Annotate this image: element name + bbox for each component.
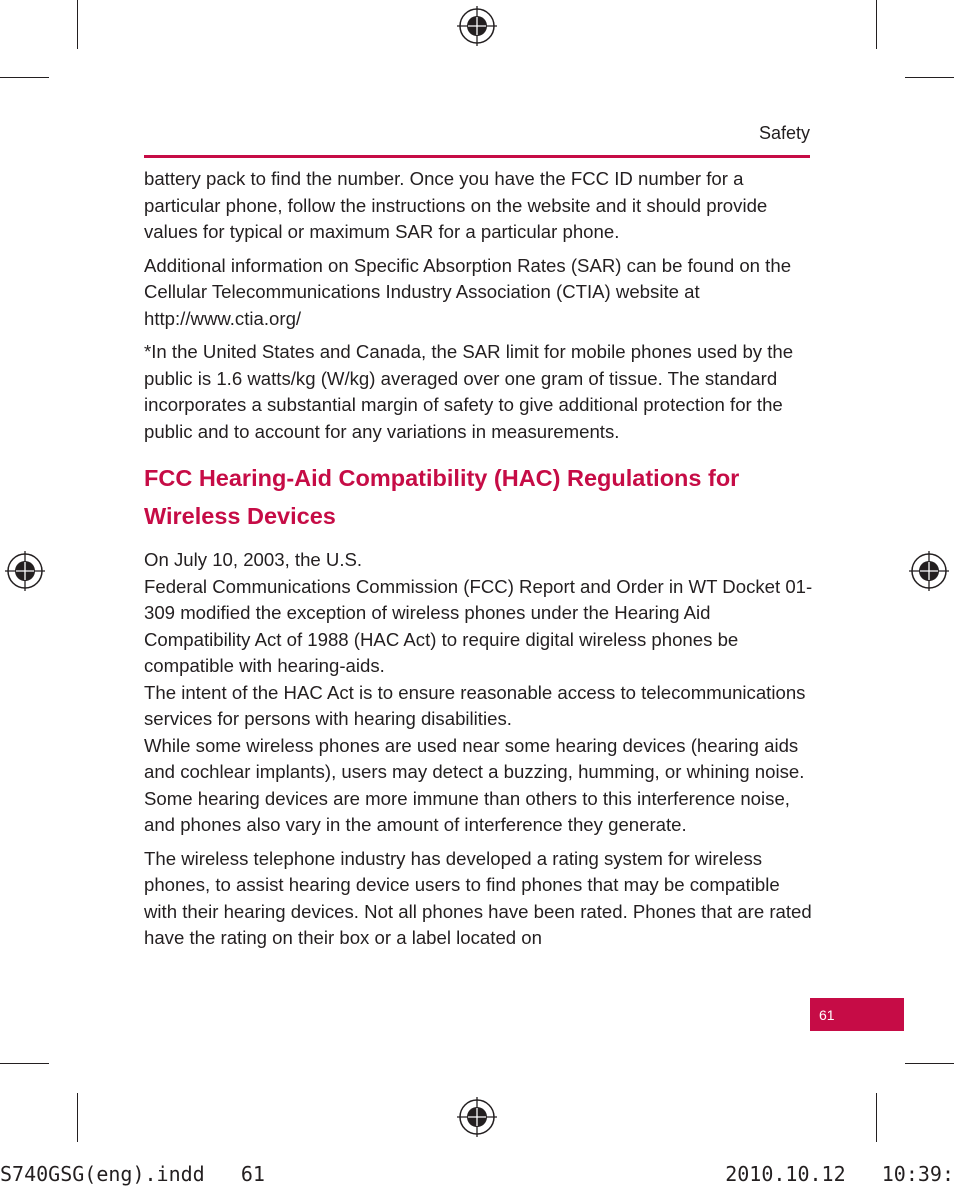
registration-mark-icon — [5, 551, 45, 591]
paragraph: The intent of the HAC Act is to ensure reasonable access to telecommunications services for persons with hearing disabilities. — [144, 681, 806, 729]
paragraph: Additional information on Specific Absorption Rates (SAR) can be found on the Cellular Telecommunications Industry Association (CTIA) website at http://www.ctia.org/ — [144, 254, 792, 329]
section-label: Safety — [758, 123, 810, 143]
crop-mark-bottom-right-horizontal — [905, 1063, 954, 1064]
section-heading: FCC Hearing-Aid Compatibility (HAC) Regulations for Wireless Devices — [144, 465, 740, 529]
slug-filename: S740GSG(eng).indd 61 — [0, 1162, 265, 1186]
paragraph: Federal Communications Commission (FCC) Report and Order in WT Docket 01-309 modified the exception of wireless phones under the Hearing Aid Compatibility Act of 1988 (HAC Act) to require digital wireless phones be compatible with hearing-aids. — [144, 575, 813, 676]
slug-timestamp: 2010.10.12 10:39: — [725, 1162, 954, 1186]
paragraph: The wireless telephone industry has developed a rating system for wireless phones, to assist hearing device users to find phones that may be compatible with their hearing devices. Not all phones have been rated. Phones that are rated have the rating on their box or a label located on — [144, 847, 812, 948]
crop-mark-bottom-left-vertical — [77, 1093, 78, 1142]
page-number-tab — [810, 998, 904, 1031]
registration-mark-icon — [457, 1097, 497, 1137]
registration-mark-icon — [457, 6, 497, 46]
header-rule — [144, 155, 810, 158]
paragraph: *In the United States and Canada, the SAR limit for mobile phones used by the public is 1.6 watts/kg (W/kg) averaged over one gram of tissue. The standard incorporates a substantial margin of safety to give additional protection for the public and to account for any variations in measurements. — [144, 341, 794, 442]
page-body — [144, 166, 814, 959]
crop-mark-top-left-horizontal — [0, 77, 49, 78]
crop-mark-bottom-left-horizontal — [0, 1063, 49, 1064]
paragraph: On July 10, 2003, the U.S. — [144, 549, 363, 570]
crop-mark-top-right-horizontal — [905, 77, 954, 78]
paragraph: While some wireless phones are used near some hearing devices (hearing aids and cochlear implants), users may detect a buzzing, humming, or whining noise. Some hearing devices are more immune than others to this interference noise, and phones also vary in the amount of interference they generate. — [144, 734, 805, 835]
crop-mark-top-left-vertical — [77, 0, 78, 49]
registration-mark-icon — [909, 551, 949, 591]
page-number: 61 — [819, 1007, 835, 1023]
paragraph: battery pack to find the number. Once you have the FCC ID number for a particular phone, follow the instructions on the website and it should provide values for typical or maximum SAR for a particular phone. — [144, 168, 768, 242]
crop-mark-bottom-right-vertical — [876, 1093, 877, 1142]
crop-mark-top-right-vertical — [876, 0, 877, 49]
